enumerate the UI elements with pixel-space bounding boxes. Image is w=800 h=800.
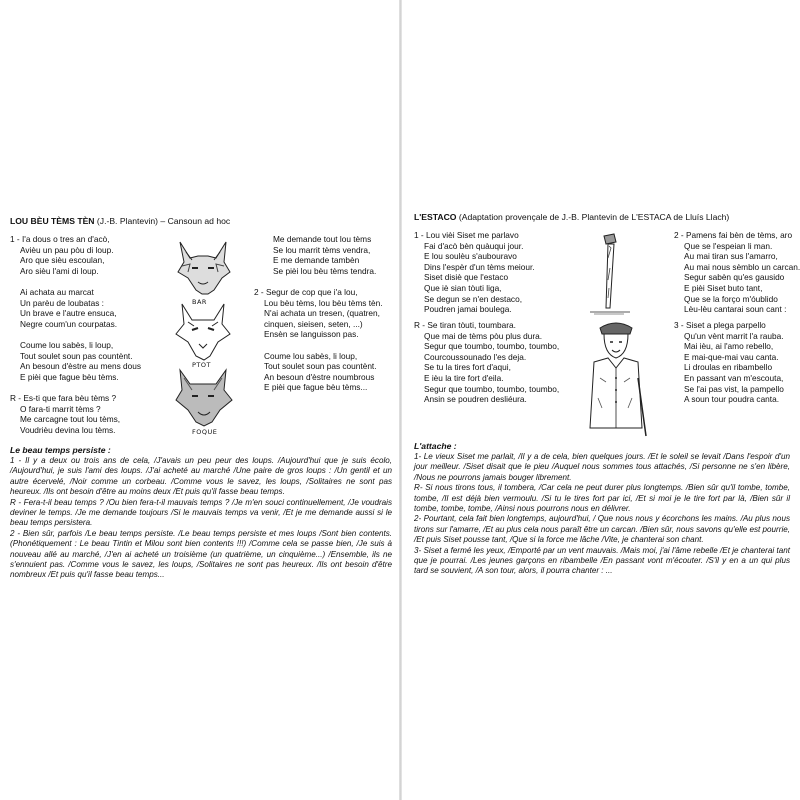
verse-line: Tout soulet soun pas countènt.: [264, 361, 377, 372]
verse-line: Au mai tiran sus l'amarro,: [684, 251, 778, 262]
verse-line: Avièu un pau pòu di loup.: [20, 244, 114, 255]
verse-line: Lèu-lèu cantarai soun cant :: [684, 304, 787, 315]
verse-line: Que se la forço m'óublido: [684, 293, 778, 304]
verse-line: [254, 340, 383, 351]
wolf-label-1: BAR: [192, 298, 207, 306]
verse-line: A soun tour poudra canta.: [684, 394, 780, 405]
verse-line: E pièi que fague bèu tèms.: [20, 371, 119, 382]
verse-line: An besoun d'èstre au mens dous: [20, 361, 142, 372]
verse-line: E me demande tambèn: [273, 255, 360, 266]
verse-line: Me carcagne tout lou tèms,: [20, 414, 121, 425]
verse-line: Segur sabèn qu'es gausido: [684, 272, 785, 283]
verse-line: Dins l'espèr d'un tèms meiour.: [424, 261, 535, 272]
verse-line: Mai ièu, ai l'amo rebello,: [684, 341, 774, 352]
left-verse-column-2-top: [263, 234, 376, 276]
verse-line: Un parèu de loubatas :: [20, 297, 104, 308]
verse-line: Lou bèu tèms, lou bèu tèms tèn.: [264, 297, 383, 308]
stake-illustration: [580, 228, 640, 318]
verse-line: 3 - Siset a plega parpello: [674, 320, 766, 330]
verse-line: 2 - Segur de cop que i'a lou,: [254, 287, 358, 297]
right-song-title: L'ESTACO: [414, 212, 457, 222]
right-verse-column-1-bottom: [414, 320, 559, 405]
verse-line: Se tu la tires fort d'aqui,: [424, 362, 511, 373]
verse-line: Se degun se n'en destaco,: [424, 293, 522, 304]
verse-line: An besoun d'èstre noumbrous: [264, 371, 375, 382]
right-verse-column-2-top: [674, 230, 800, 315]
verse-line: E lou soulèu s'aubouravo: [424, 251, 517, 262]
translation-paragraph: 3- Siset a fermé les yeux, /Emporté par un vent mauvais. /Mais moi, j'ai l'âme rebelle /Et je chanterai tant que je pourrai. /Les jeunes garçons en ribambelle /En passant vont m'écouter. /S'il y en a un qui plus tard se souvient, /A son tour, alors, il pourra chanter : ...: [414, 545, 790, 576]
verse-line: [10, 382, 141, 393]
verse-line: Poudren jamai boulega.: [424, 304, 512, 315]
verse-line: 1 - Lou vièi Siset me parlavo: [414, 230, 519, 240]
verse-line: Se pièi lou bèu tèms tendra.: [273, 265, 377, 276]
old-man-illustration: [580, 318, 650, 438]
wolf-drawings: [168, 238, 258, 438]
right-page: [402, 0, 800, 800]
translation-paragraph: 1- Le vieux Siset me parlait, /Il y a de cela, bien quelques jours. /Et le soleil se levait /Dans l'espoir d'un jour meilleur. /Siset disait que le pieu /Auquel nous sommes tous attachés, /Si personne ne s'en libère, /Nous ne pourrons jamais bouger librement.: [414, 452, 790, 482]
wolf-head-3: [176, 370, 232, 426]
verse-line: R - Es-ti que fara bèu tèms ?: [10, 392, 117, 403]
left-page: [0, 0, 399, 800]
old-man-drawing: [580, 318, 650, 438]
left-translation: [10, 456, 392, 581]
wolf-label-2: PTOT: [192, 361, 211, 369]
verse-line: E mai-que-mai vau canta.: [684, 351, 779, 362]
verse-line: Au mai nous sèmblo un carcan.: [684, 261, 800, 272]
verse-line: Li droulas en ribambello: [684, 362, 773, 373]
stake-drawing: [580, 228, 640, 318]
left-song-header: [10, 216, 230, 227]
verse-line: Que se l'espeian li man.: [684, 240, 773, 251]
left-song-subtitle: (J.-B. Plantevin) – Cansoun ad hoc: [96, 216, 231, 226]
verse-line: Negre coum'un courpatas.: [20, 318, 118, 329]
verse-line: Qu'un vènt marrit l'a rauba.: [684, 330, 784, 341]
verse-line: Coume lou sabès, li loup,: [20, 339, 114, 350]
right-song-header: [414, 212, 729, 223]
verse-line: Se l'ai pas vist, la pampello: [684, 383, 784, 394]
right-song-subtitle: (Adaptation provençale de J.-B. Plantevin de L'ESTACA de Lluís Llach): [458, 212, 730, 222]
right-verse-column-2-bottom: [674, 320, 784, 405]
verse-line: En passant van m'escouta,: [684, 372, 784, 383]
verse-line: N'ai achata un tresen, (quatren,: [264, 308, 380, 319]
verse-line: E pièi Siset buto tant,: [684, 282, 763, 293]
verse-line: 2 - Pamens fai bèn de tèms, aro: [674, 230, 793, 240]
wolf-head-2: [176, 304, 230, 360]
verse-line: [10, 329, 141, 340]
wolf-illustrations: [168, 238, 258, 438]
verse-line: E pièi que fague bèu tèms...: [264, 382, 368, 393]
verse-line: Siset disiè que l'estaco: [424, 272, 509, 283]
verse-line: Que iè sian tòuti liga,: [424, 282, 502, 293]
verse-line: Ensèn se languisson pas.: [264, 329, 359, 340]
left-song-title: LOU BÈU TÈMS TÈN: [10, 216, 95, 226]
verse-line: Me demande tout lou tèms: [273, 234, 372, 244]
translation-paragraph: R - Fera-t-il beau temps ? /Ou bien fera-t-il mauvais temps ? /Je m'en souci continuellement, /Je voudrais deviner le temps. /Je me demande toujours /Si le mauvais temps va venir, /Et je me demande aussi si le beau temps persistera.: [10, 497, 392, 528]
verse-line: Tout soulet soun pas countènt.: [20, 350, 133, 361]
translation-paragraph: 2 - Bien sûr, parfois /Le beau temps persiste. /Le beau temps persiste et mes loups /Sont bien contents. (Phonétiquement : Le beau Tintin et Milou sont bien contents !!!) /Comme cela se passe bien, /Je suis à nouveau allé au marché, /J'en ai acheté un troisième (un quatrième, un cinquième...) /Ensemble, ils ne s'ennuient pas. /Comme vous le savez, les loups, /Solitaires ne sont pas heureux. /Ils ont besoin d'être nombreux /Et puis qu'il fasse beau temps...: [10, 528, 392, 580]
verse-line: [10, 276, 141, 287]
translation-paragraph: 1 - Il y a deux ou trois ans de cela, /J'avais un peu peur des loups. /Aujourd'hui que je suis écolo, /Aujourd'hui, je suis l'ami des loups. /J'ai acheté au marché /Une paire de gros loups : /Un gentil et un autre écervelé, /Noir comme un corbeau. /Comme vous le savez, les loups, /Solitaires ne sont pas heureux. /Ils ont besoin d'être au moins deux /Et puis qu'il fasse beau temps.: [10, 456, 392, 497]
verse-line: Aro que sièu escoulan,: [20, 255, 105, 266]
verse-line: Se lou marrit tèms vendra,: [273, 244, 371, 255]
left-verse-column-2-bottom: [254, 287, 383, 393]
verse-line: Un brave e l'autre ensuca,: [20, 308, 117, 319]
wolf-head-1: [178, 242, 230, 294]
verse-line: 1 - I'a dous o tres an d'acò,: [10, 234, 110, 244]
right-verse-column-1-top: [414, 230, 535, 315]
verse-line: cinquen, sieisen, seten, ...): [264, 318, 363, 329]
verse-line: E ièu la tire fort d'eila.: [424, 372, 504, 383]
verse-line: O fara-ti marrit tèms ?: [20, 403, 101, 414]
translation-paragraph: 2- Pourtant, cela fait bien longtemps, aujourd'hui, / Que nous nous y écorchons les mains. /Au plus nous tirons sur l'amarre, /Et au plus cela nous paraît être un carcan. /Bien sûr, nous savons qu'elle est pourrie, /Et puis Siset pousse tant, /Que si la force me lâche /Vite, je chanterai son chant.: [414, 514, 790, 545]
verse-line: Fai d'acò bèn quàuqui jour.: [424, 240, 524, 251]
wolf-label-3: FOQUE: [192, 428, 218, 436]
verse-line: Segur que toumbo, toumbo, toumbo,: [424, 341, 560, 352]
verse-line: R - Se tiran tòuti, toumbara.: [414, 320, 516, 330]
verse-line: Voudrièu devina lou tèms.: [20, 424, 116, 435]
right-translation-title: L'attache :: [414, 441, 457, 451]
verse-line: Courcoussounado l'es deja.: [424, 351, 527, 362]
verse-line: Aro sièu l'ami di loup.: [20, 265, 99, 276]
verse-line: Ansin se poudren desliéura.: [424, 394, 527, 405]
left-translation-title: Le beau temps persiste :: [10, 445, 111, 455]
verse-line: Coume lou sabès, li loup,: [264, 350, 358, 361]
verse-line: Que mai de tèms pòu plus dura.: [424, 330, 543, 341]
left-verse-column-1: [10, 234, 141, 435]
verse-line: Ai achata au marcat: [20, 286, 94, 297]
translation-paragraph: R- Si nous tirons tous, il tombera, /Car cela ne peut durer plus longtemps. /Bien sûr qu'il tombe, tombe, tombe, /Il est déjà bien vermoulu. /Si tu le tires fort par ici, /Et si moi je le tire fort par là, /Bien sûr il tombe, tombe, tombe, /Ainsi nous pourrons nous en délivrer.: [414, 483, 790, 514]
verse-line: Segur que toumbo, toumbo, toumbo,: [424, 383, 560, 394]
right-translation: [414, 452, 790, 577]
